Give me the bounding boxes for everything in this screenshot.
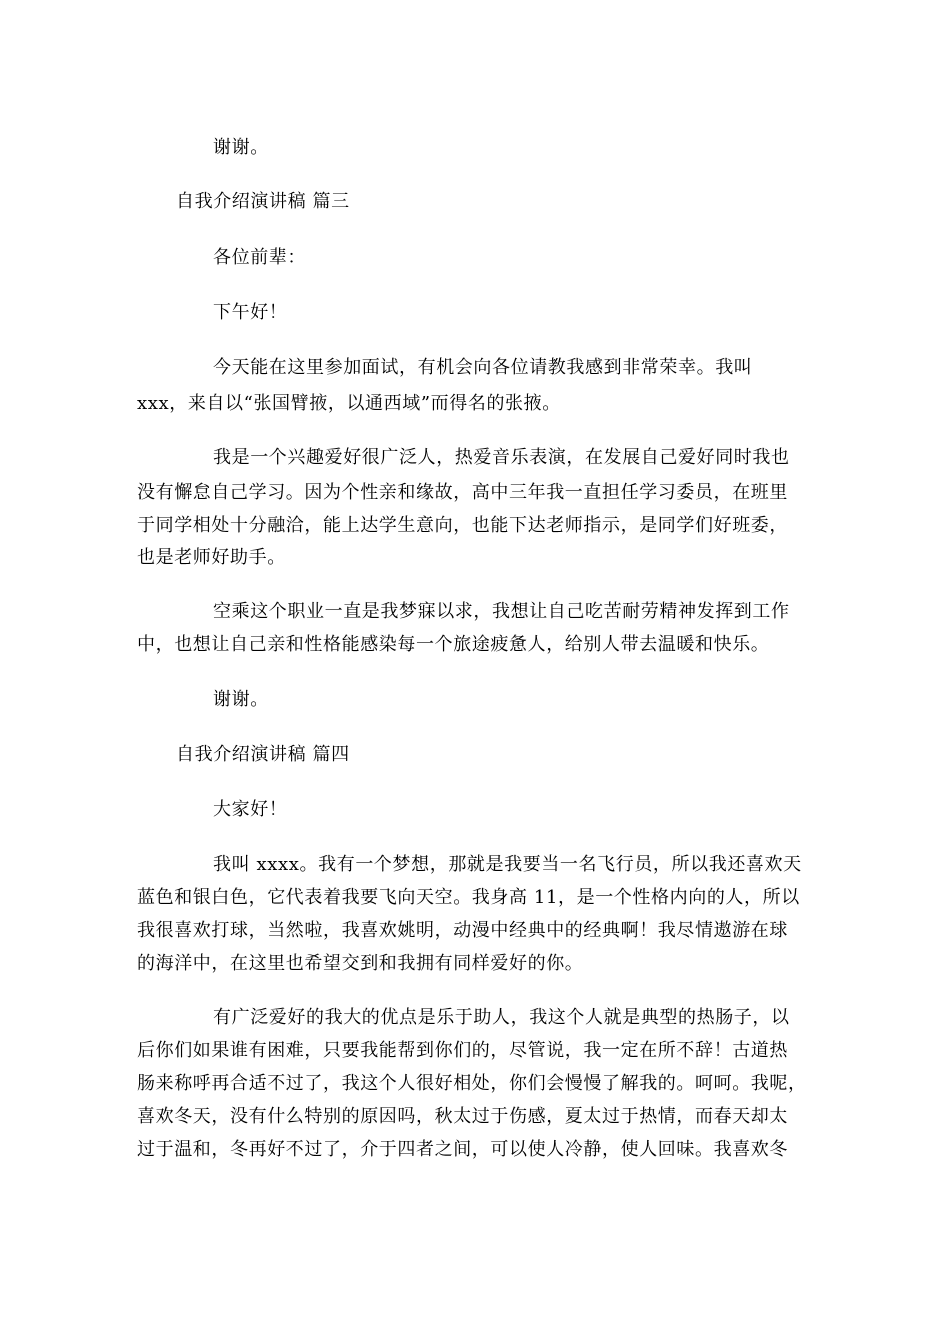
section-heading-4: 自我介绍演讲稿 篇四 xyxy=(176,744,350,765)
closing-thanks-1: 谢谢。 xyxy=(213,137,269,158)
paragraph-line: 今天能在这里参加面试，有机会向各位请教我感到非常荣幸。我叫 xyxy=(213,357,753,378)
salutation-line: 各位前辈： xyxy=(213,247,306,268)
closing-thanks-2: 谢谢。 xyxy=(213,689,269,710)
paragraph-line: 也是老师好助手。 xyxy=(137,547,286,568)
paragraph-line: 肠来称呼再合适不过了，我这个人很好相处，你们会慢慢了解我的。呵呵。我呢， xyxy=(137,1073,807,1094)
paragraph-line: 喜欢冬天，没有什么特别的原因吗，秋太过于伤感，夏太过于热情，而春天却太 xyxy=(137,1106,788,1127)
paragraph-line: 的海洋中，在这里也希望交到和我拥有同样爱好的你。 xyxy=(137,953,584,974)
section-heading-3: 自我介绍演讲稿 篇三 xyxy=(176,191,350,212)
greeting-line-2: 大家好！ xyxy=(213,799,288,820)
paragraph-line: 中，也想让自己亲和性格能感染每一个旅途疲惫人，给别人带去温暖和快乐。 xyxy=(137,634,770,655)
greeting-line: 下午好！ xyxy=(213,302,288,323)
paragraph-line: 后你们如果谁有困难，只要我能帮到你们的，尽管说，我一定在所不辞！古道热 xyxy=(137,1040,788,1061)
paragraph-line: 没有懈怠自己学习。因为个性亲和缘故，高中三年我一直担任学习委员，在班里 xyxy=(137,482,788,503)
paragraph-line: 于同学相处十分融洽，能上达学生意向，也能下达老师指示，是同学们好班委， xyxy=(137,515,788,536)
paragraph-line: 蓝色和银白色，它代表着我要飞向天空。我身高 11，是一个性格内向的人，所以 xyxy=(137,887,800,908)
paragraph-line: xxx，来自以“张国臂掖，以通西域”而得名的张掖。 xyxy=(137,393,561,414)
paragraph-line: 过于温和，冬再好不过了，介于四者之间，可以使人冷静，使人回味。我喜欢冬 xyxy=(137,1139,788,1160)
paragraph-line: 我是一个兴趣爱好很广泛人，热爱音乐表演，在发展自己爱好同时我也 xyxy=(213,447,790,468)
paragraph-line: 有广泛爱好的我大的优点是乐于助人，我这个人就是典型的热肠子，以 xyxy=(213,1007,790,1028)
paragraph-line: 我叫 xxxx。我有一个梦想，那就是我要当一名飞行员，所以我还喜欢天 xyxy=(213,854,802,875)
paragraph-line: 空乘这个职业一直是我梦寐以求，我想让自己吃苦耐劳精神发挥到工作 xyxy=(213,601,790,622)
paragraph-line: 我很喜欢打球，当然啦，我喜欢姚明，动漫中经典中的经典啊！我尽情遨游在球 xyxy=(137,920,788,941)
